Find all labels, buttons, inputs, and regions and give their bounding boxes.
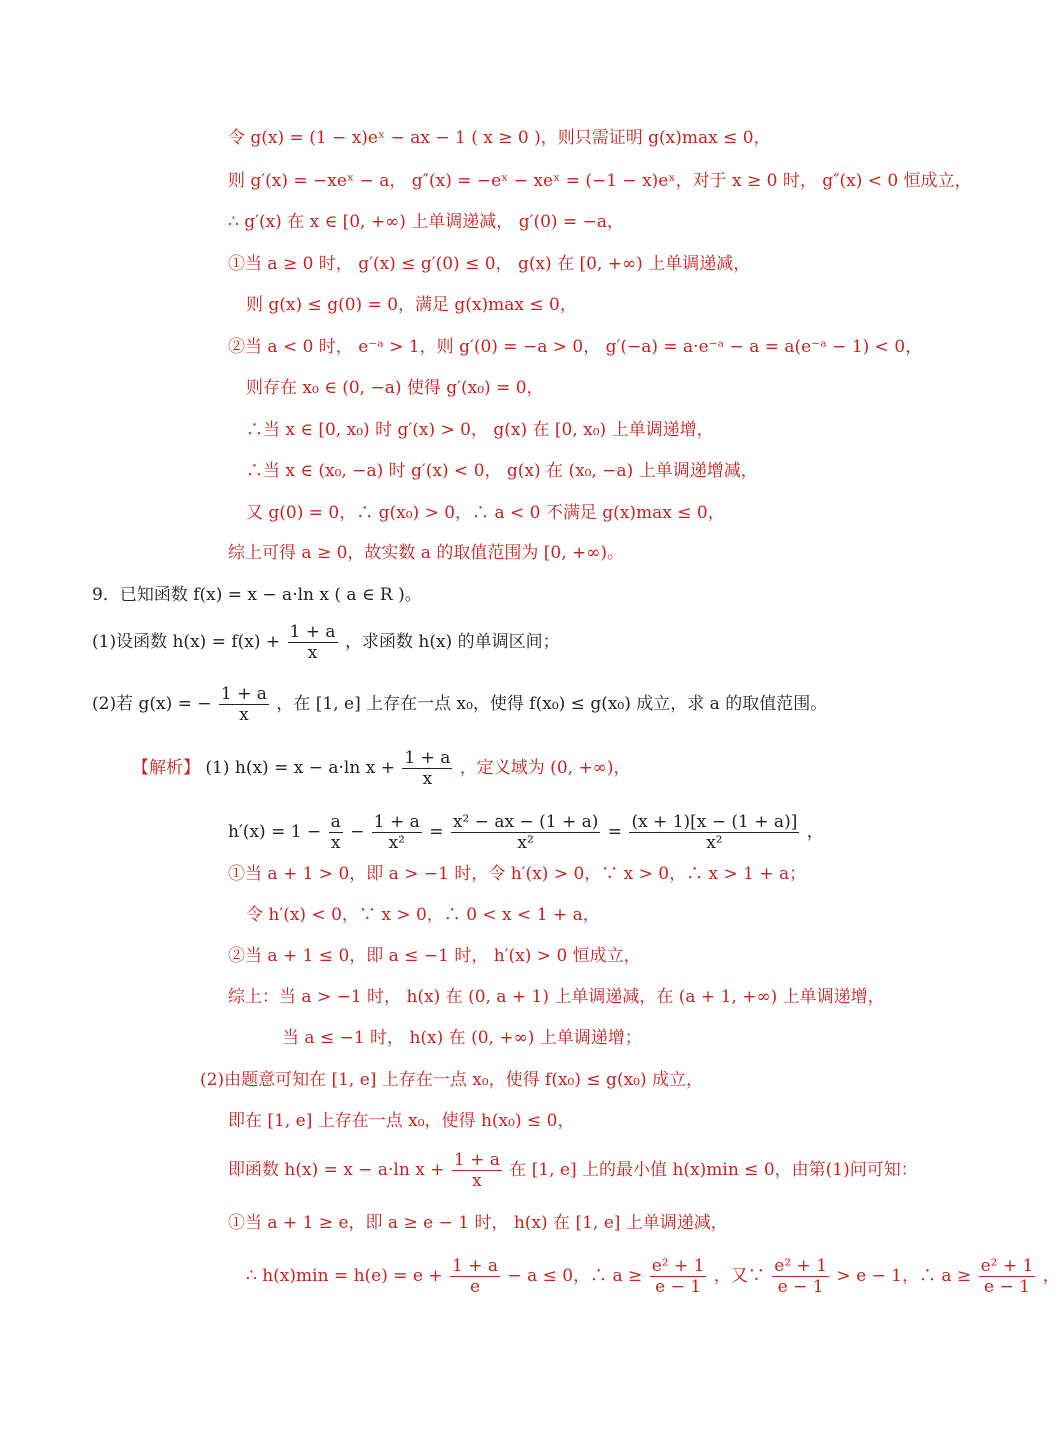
solution8-line-10: 又 g(0) = 0，∴ g(x₀) > 0，∴ a < 0 不满足 g(x)max ≤ 0， (246, 503, 725, 523)
fraction-numerator: e² + 1 (980, 1256, 1034, 1276)
fraction-denominator: x (422, 769, 433, 789)
fraction-numerator: 1 + a (452, 1256, 499, 1276)
solution9-line-11: ①当 a + 1 ≥ e，即 a ≥ e − 1 时， h(x) 在 [1, e] 上单调递减， (228, 1213, 728, 1233)
fraction (288, 622, 338, 663)
solution9-line-1 (132, 748, 630, 789)
solution8-line-1: 令 g(x) = (1 − x)eˣ − ax − 1 ( x ≥ 0 )，则只需证明 g(x)max ≤ 0， (228, 128, 771, 148)
solution8-line-9: ∴当 x ∈ (x₀, −a) 时 g′(x) < 0， g(x) 在 (x₀, −a) 上单调递增减， (246, 461, 758, 481)
text-segment: ∴ h(x)min = h(e) = e + (246, 1266, 443, 1286)
fraction (650, 1256, 707, 1297)
fraction-numerator: x² − ax − (1 + a) (452, 812, 599, 832)
text-segment: ，求函数 h(x) 的单调区间； (344, 632, 560, 652)
solution9-line-10 (228, 1150, 918, 1191)
fraction-denominator: x (307, 643, 318, 663)
text-segment: > e − 1，∴ a ≥ (836, 1266, 972, 1286)
fraction (452, 1150, 502, 1191)
analysis-tag: 【解析】 (132, 758, 200, 778)
fraction-numerator: 1 + a (289, 622, 336, 642)
text-segment: (1) h(x) = x − a·ln x + (205, 758, 395, 778)
fraction-denominator: x² (517, 833, 534, 853)
solution8-line-6: ②当 a < 0 时， e⁻ᵃ > 1，则 g′(0) = −a > 0， g′(−a) = a·e⁻ᵃ − a = a(e⁻ᵃ − 1) < 0， (228, 337, 923, 357)
fraction-numerator: 1 + a (373, 812, 420, 832)
fraction (979, 1256, 1036, 1297)
text-segment: ，又∵ (713, 1266, 765, 1286)
fraction-numerator: 1 + a (404, 748, 451, 768)
fraction-denominator: x (239, 705, 249, 725)
text-segment: (1)设函数 h(x) = f(x) + (92, 632, 281, 652)
solution9-line-2 (228, 812, 824, 853)
text-segment: (2)若 g(x) = − (92, 694, 212, 714)
text-segment: = (607, 822, 623, 842)
fraction-numerator: 1 + a (453, 1150, 500, 1170)
text-segment: 即函数 h(x) = x − a·ln x + (228, 1160, 445, 1180)
solution8-line-2: 则 g′(x) = −xeˣ − a， g″(x) = −eˣ − xeˣ = (−1 − x)eˣ，对于 x ≥ 0 时， g″(x) < 0 恒成立， (228, 171, 972, 191)
text-segment: − (350, 822, 365, 842)
solution9-line-6: 综上：当 a > −1 时， h(x) 在 (0, a + 1) 上单调递减，在 (a + 1, +∞) 上单调递增， (228, 987, 885, 1007)
solution8-line-8: ∴当 x ∈ [0, x₀) 时 g′(x) > 0， g(x) 在 [0, x₀) 上单调递增， (246, 420, 714, 440)
fraction-denominator: e − 1 (655, 1277, 702, 1297)
solution8-line-11: 综上可得 a ≥ 0，故实数 a 的取值范围为 [0, +∞)。 (228, 543, 625, 563)
text-segment: − a ≤ 0，∴ a ≥ (507, 1266, 643, 1286)
solution9-line-3: ①当 a + 1 > 0，即 a > −1 时，令 h′(x) > 0，∵ x > 0，∴ x > 1 + a； (228, 864, 807, 884)
text-segment: 在 [1, e] 上的最小值 h(x)min ≤ 0，由第(1)问可知： (509, 1160, 918, 1180)
solution9-line-8: (2)由题意可知在 [1, e] 上存在一点 x₀，使得 f(x₀) ≤ g(x₀) 成立， (200, 1070, 704, 1090)
fraction-denominator: x (330, 833, 341, 853)
solution8-line-3: ∴ g′(x) 在 x ∈ [0, +∞) 上单调递减， g′(0) = −a， (228, 212, 624, 232)
fraction (450, 1256, 500, 1297)
solution8-line-4: ①当 a ≥ 0 时， g′(x) ≤ g′(0) ≤ 0， g(x) 在 [0, +∞) 上单调递减， (228, 254, 751, 274)
fraction-numerator: e² + 1 (774, 1256, 828, 1276)
solution9-line-12 (246, 1256, 1060, 1297)
solution9-line-7: 当 a ≤ −1 时， h(x) 在 (0, +∞) 上单调递增； (282, 1028, 642, 1048)
fraction (402, 748, 452, 789)
solution9-line-5: ②当 a + 1 ≤ 0，即 a ≤ −1 时， h′(x) > 0 恒成立， (228, 946, 641, 966)
solution9-line-9: 即在 [1, e] 上存在一点 x₀，使得 h(x₀) ≤ 0， (228, 1111, 575, 1131)
solution8-line-5: 则 g(x) ≤ g(0) = 0，满足 g(x)max ≤ 0， (246, 295, 577, 315)
fraction (372, 812, 422, 853)
text-segment: ，定义域为 (0, +∞)， (459, 758, 631, 778)
fraction (329, 812, 343, 853)
problem9-stem: 9．已知函数 f(x) = x − a·ln x ( a ∈ R )。 (92, 585, 422, 605)
fraction-numerator: 1 + a (220, 684, 267, 704)
fraction (219, 684, 269, 725)
fraction-denominator: e − 1 (984, 1277, 1030, 1297)
fraction-numerator: (x + 1)[x − (1 + a)] (631, 812, 798, 832)
fraction (629, 812, 799, 853)
text-segment: ，在 [1, e] 上存在一点 x₀，使得 f(x₀) ≤ g(x₀) 成立，求 a 的取值范围。 (276, 694, 828, 714)
solution8-line-7: 则存在 x₀ ∈ (0, −a) 使得 g′(x₀) = 0， (246, 378, 544, 398)
fraction-denominator: e − 1 (777, 1277, 824, 1297)
problem9-part1 (92, 622, 560, 663)
fraction (772, 1256, 829, 1297)
fraction-denominator: x² (706, 833, 723, 853)
problem9-part2 (92, 684, 827, 725)
fraction-denominator: x (472, 1171, 482, 1191)
fraction-numerator: a (330, 812, 341, 832)
fraction (451, 812, 601, 853)
solution9-line-4: 令 h′(x) < 0，∵ x > 0，∴ 0 < x < 1 + a， (246, 905, 600, 925)
fraction-denominator: x² (388, 833, 405, 853)
text-segment: = (429, 822, 444, 842)
fraction-numerator: e² + 1 (651, 1256, 705, 1276)
text-segment: ， (806, 822, 824, 842)
fraction-denominator: e (470, 1277, 481, 1297)
text-segment: ， (1042, 1266, 1060, 1286)
text-segment: h′(x) = 1 − (228, 822, 322, 842)
